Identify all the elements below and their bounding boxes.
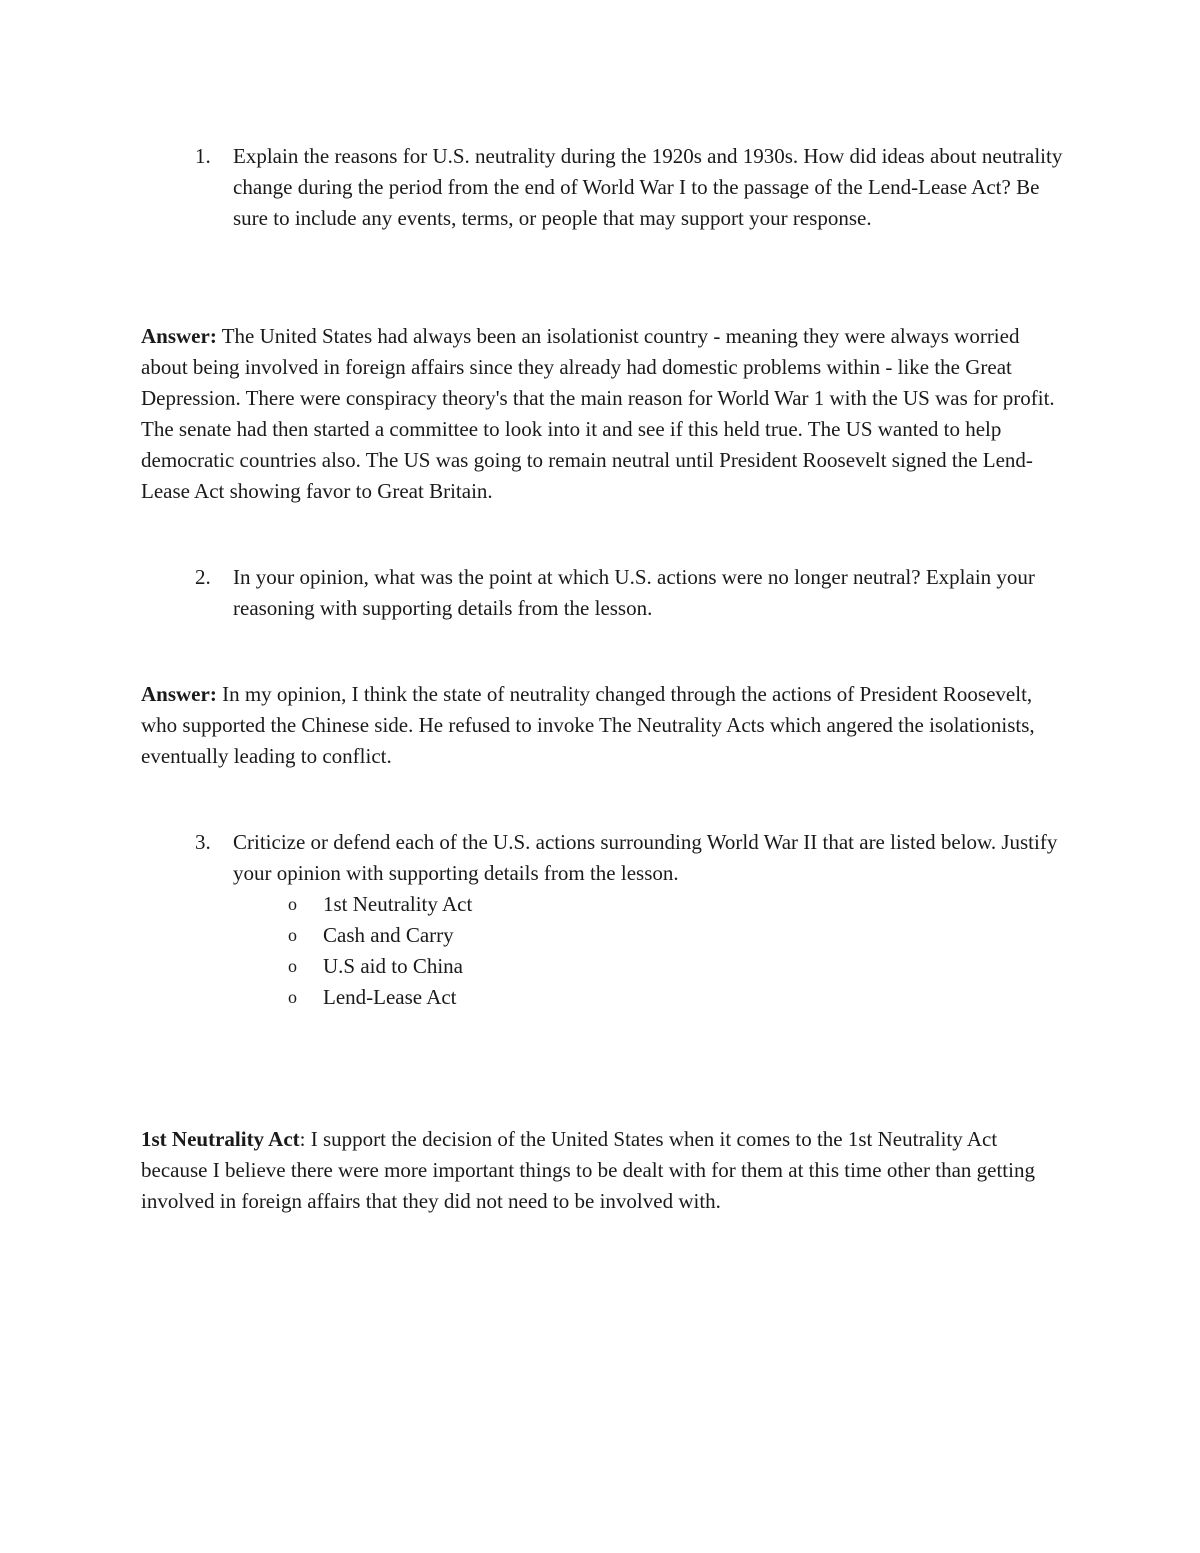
question-number: 2. [195,565,211,589]
question-number: 3. [195,830,211,854]
bullet-icon: o [288,894,297,914]
question-number: 1. [195,144,211,168]
question-text: Criticize or defend each of the U.S. actions surrounding World War II that are listed below. Justify your opinion with supporting details from the lesson. [233,830,1058,885]
answer-text: : I support the decision of the United States when it comes to the 1st Neutrality Act because I believe there were more important things to be dealt with for them at this time other than getting involved in foreign affairs that they did not need to be involved with. [141,1127,1035,1213]
bullet-icon: o [288,925,297,945]
answer-label: 1st Neutrality Act [141,1127,300,1151]
question-text: In your opinion, what was the point at which U.S. actions were no longer neutral? Explain your reasoning with supporting details from the lesson. [233,565,1035,620]
answer-text: In my opinion, I think the state of neutrality changed through the actions of President Roosevelt, who supported the Chinese side. He refused to invoke The Neutrality Acts which angered the isolationists, eventually leading to conflict. [141,682,1035,768]
answer-label: Answer: [141,682,217,706]
bullet-icon: o [288,987,297,1007]
answer-1 [141,321,1066,507]
answer-label: Answer: [141,324,217,348]
bullet-icon: o [288,956,297,976]
answer-2 [141,679,1066,772]
list-item: o Cash and Carry [233,920,1075,951]
answer-3 [141,1124,1066,1217]
question-2 [195,562,1075,624]
question-text: Explain the reasons for U.S. neutrality during the 1920s and 1930s. How did ideas about neutrality change during the period from the end of World War I to the passage of the Lend-Lease Act? Be sure to include any events, terms, or people that may support your response. [233,144,1063,230]
question-1 [195,141,1075,234]
list-item: o Lend-Lease Act [233,982,1075,1013]
list-item: o U.S aid to China [233,951,1075,982]
list-item: o 1st Neutrality Act [233,889,1075,920]
action-list [233,889,1075,1013]
question-3 [195,827,1075,1013]
answer-text: The United States had always been an isolationist country - meaning they were always worried about being involved in foreign affairs since they already had domestic problems within - like the Great Depression. There were conspiracy theory's that the main reason for World War 1 with the US was for profit. The senate had then started a committee to look into it and see if this held true. The US wanted to help democratic countries also. The US was going to remain neutral until President Roosevelt signed the Lend-Lease Act showing favor to Great Britain. [141,324,1055,503]
